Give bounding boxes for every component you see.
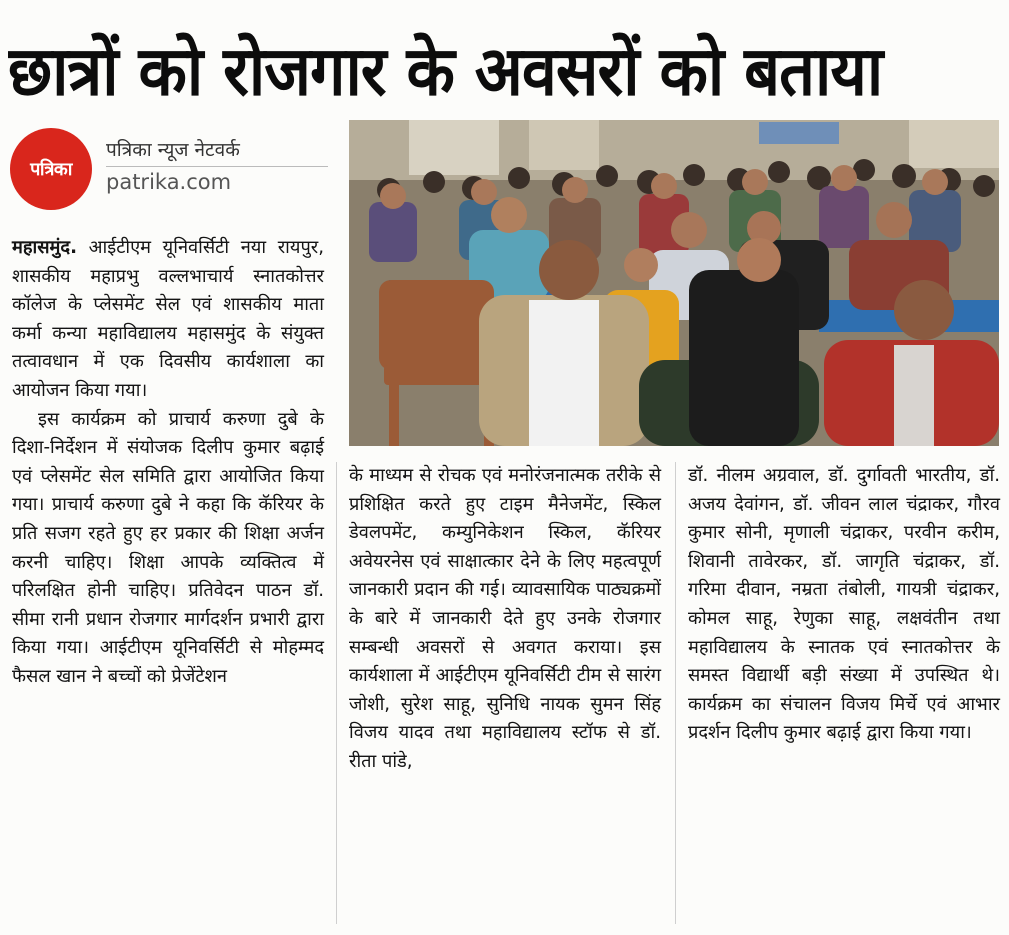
article-paragraph-3: के माध्यम से रोचक एवं मनोरंजनात्मक तरीके से प्रशिक्षित करते हुए टाइम मैनेजमेंट, स्किल डेवलपमेंट, कम्युनिकेशन स्किल, कॅरियर अवेयरनेस एवं साक्षात्कार देने के लिए महत्वपूर्ण जानकारी प्रदान की गई। व्यावसायिक पाठ्यक्रमों के बारे में जानकारी देते हुए उनके रोजगार सम्बन्धी अवसरों से अवगत कराया। इस कार्यशाला में आईटीएम यूनिवर्सिटी टीम से सारंग जोशी, सुरेश साहू, सुनिधि नायक सुमन सिंह विजय यादव तथा महाविद्यालय स्टॉफ से डॉ. रीता पांडे,	[349, 465, 661, 772]
patrika-logo	[10, 128, 92, 210]
article-column-3	[688, 462, 1000, 930]
photo-window	[409, 120, 499, 175]
dateline: महासमुंद.	[12, 237, 77, 258]
workshop-audience-photo	[349, 120, 999, 446]
logo-text: पत्रिका	[30, 159, 72, 180]
website-link[interactable]: patrika.com	[106, 170, 232, 194]
article-column-1	[12, 234, 324, 930]
column-divider	[675, 462, 676, 924]
photo-window	[529, 120, 599, 170]
article-column-2	[349, 462, 661, 930]
photo-window	[909, 120, 999, 168]
byline	[8, 126, 338, 212]
news-network-name: पत्रिका न्यूज नेटवर्क	[106, 139, 240, 161]
article-paragraph-2: इस कार्यक्रम को प्राचार्य करुणा दुबे के दिशा-निर्देशन में संयोजक दिलीप कुमार बढ़ाई एवं प्लेसमेंट सेल समिति द्वारा आयोजित किया गया। प्राचार्य करुणा दुबे ने कहा कि कॅरियर के प्रति सजग रहते हुए हर प्रकार की शिक्षा अर्जन करनी चाहिए। शिक्षा आपके व्यक्तित्व में परिलक्षित होनी चाहिए। प्रतिवेदन पाठन डॉ. सीमा रानी प्रधान रोजगार मार्गदर्शन प्रभारी द्वारा किया गया। आईटीएम यूनिवर्सिटी से मोहम्मद फैसल खान ने बच्चों को प्रेजेंटेशन	[12, 408, 324, 687]
byline-divider	[106, 166, 328, 167]
headline: छात्रों को रोजगार के अवसरों को बताया	[8, 32, 883, 111]
article-paragraph-4: डॉ. नीलम अग्रवाल, डॉ. दुर्गावती भारतीय, डॉ. अजय देवांगन, डॉ. जीवन लाल चंद्राकर, गौरव कुमार सोनी, मृणाली चंद्राकर, परवीन करीम, शिवानी तावेरकर, डॉ. जागृति चंद्राकर, डॉ. गरिमा दीवान, नम्रता तंबोली, गायत्री चंद्राकर, कोमल साहू, रेणुका साहू, लक्षवंतीन तथा महाविद्यालय के स्नातक एवं स्नातकोत्तर के समस्त विद्यार्थी बड़ी संख्या में उपस्थित थे। कार्यक्रम का संचालन विजय मिर्चे एवं आभार प्रदर्शन दिलीप कुमार बढ़ाई द्वारा किया गया।	[688, 465, 1000, 744]
photo-illustration	[349, 120, 999, 446]
photo-banner	[759, 122, 839, 144]
article-paragraph-intro: आईटीएम यूनिवर्सिटी नया रायपुर, शासकीय महाप्रभु वल्लभाचार्य स्नातकोत्तर कॉलेज के प्लेसमेंट सेल एवं शासकीय माता कर्मा कन्या महाविद्यालय महासमुंद के संयुक्त तत्वावधान में एक दिवसीय कार्यशाला का आयोजन किया गया।	[12, 237, 324, 401]
column-divider	[336, 462, 337, 924]
